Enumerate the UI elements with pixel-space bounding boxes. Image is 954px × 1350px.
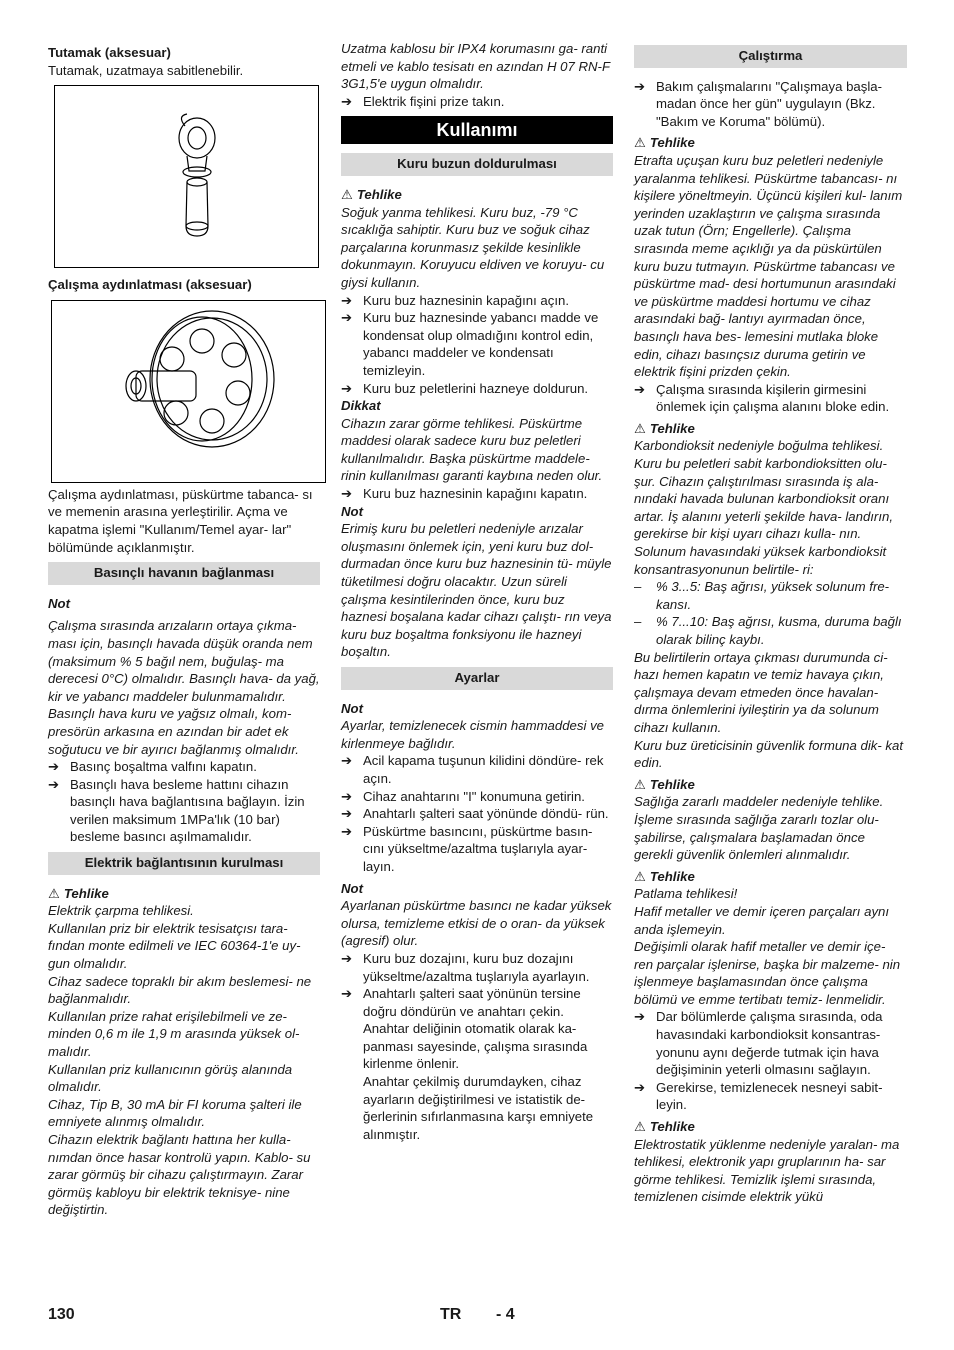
step-item: ➔ Dar bölümlerde çalışma sırasında, oda havasındaki karbondioksit konsantras- yonunu aynı değerde tutmak için hava değişiminin yeterli olmasını sağlayın. [634, 1009, 883, 1078]
step-item: ➔ Kuru buz haznesinde yabancı madde ve kondensat olup olmadığını kontrol edin, yabancı maddeler ve kondensatı temizleyin. [341, 310, 599, 378]
caution-label: Dikkat [341, 398, 381, 414]
danger-label: ⚠ Tehlike [634, 776, 695, 792]
handle-figure [54, 85, 319, 268]
fill-note-text: Erimiş kuru bu peletleri nedeniyle arızalar oluşmasını önlemek için, yeni kuru buz dol- durmadan önce kuru buz haznesinin tü- müyle tüketilmesi doğru olacaktır. Uzun süreli çalışma kesintilerinden önce, kuru buz haznesi boşalana kadar cihazı çalıştı- rın veya kuru buz boşaltma fonksiyonu ile hazneyi boşaltın. [341, 521, 612, 660]
arrow-icon: ➔ [341, 753, 353, 769]
arrow-icon: ➔ [341, 380, 353, 396]
step-item: ➔ Gerekirse, temizlenecek nesneyi sabit- leyin. [634, 1079, 883, 1113]
step-item: ➔ Elektrik fişini prize takın. [341, 93, 505, 109]
arrow-icon: ➔ [341, 823, 353, 839]
light-figure [51, 300, 326, 483]
arrow-icon: ➔ [341, 986, 353, 1002]
arrow-icon: ➔ [48, 776, 60, 792]
step-item: ➔ Anahtarlı şalteri saat yönünün tersine doğru döndürün ve anahtarı çekin. [341, 986, 581, 1019]
section-page-number: - 4 [496, 1306, 515, 1323]
warning-icon: ⚠ [634, 420, 646, 436]
settings-note2-text: Ayarlanan püskürtme basıncı ne kadar yüksek olursa, temizleme etkisi de o oran- da yüksek (agresif) olur. [341, 898, 612, 949]
elec-line: Kullanılan priz kullanıcının görüş alanında olmalıdır. [48, 1061, 293, 1095]
elec-line: Cihaz, Tip B, 30 mA bir FI koruma şalteri ile emniyete alınmış olmalıdır. [48, 1096, 302, 1130]
danger-label: ⚠ Tehlike [634, 135, 695, 151]
key-text-2: Anahtar çekilmiş durumdayken, cihaz ayarların değiştirilmesi ve istatistik de- ğerlerinin sıfırlanmasına karşı emniyete alınmıştır. [363, 1074, 594, 1142]
arrow-icon: ➔ [634, 1009, 646, 1025]
step-item: ➔ Kuru buz haznesinin kapağını kapatın. [341, 486, 588, 502]
danger-label: ⚠ Tehlike [634, 420, 695, 436]
step-item: ➔ Püskürtme basıncını, püskürtme basın- cını yükseltme/azaltma tuşlarıyla ayar- layın. [341, 823, 593, 874]
handle-illustration [55, 86, 318, 267]
arrow-icon: ➔ [341, 806, 353, 822]
step-item: ➔ Kuru buz haznesinin kapağını açın. [341, 292, 570, 308]
warning-icon: ⚠ [634, 868, 646, 884]
warning-icon: ⚠ [48, 885, 60, 901]
arrow-icon: ➔ [341, 788, 353, 804]
elec-line: Kullanılan priz bir elektrik tesisatçısı tara- fından monte edilmeli ve IEC 60364-1'e uy- gun olmalıdır. [48, 920, 301, 972]
danger-label: ⚠ Tehlike [634, 868, 695, 884]
symptom-item: – % 7...10: Baş ağrısı, kusma, duruma bağlı olarak bilinç kaybı. [634, 614, 902, 647]
step-item: ➔ Acil kapama tuşunun kilidini döndüre- rek açın. [341, 753, 604, 786]
column-2 [341, 40, 613, 1143]
air-note-1: Çalışma sırasında arızaların ortaya çıkma- ması için, basınçlı havada düşük oranda nem (maksimum % 5 bağıl nem, buğulaş- ma derecesi 0°C) olmalıdır. Basınçlı hava- da yağ, kir ve yabancı maddeler bulunmamalıdır. [48, 618, 320, 704]
light-text: Çalışma aydınlatması, püskürtme tabanca- sı ve memenin arasına yerleştirilir. Açma ve kapatma işlemi "Kullanım/Temel ayar- lar" bölümünde açıklanmıştır. [48, 486, 313, 555]
warning-icon: ⚠ [634, 1119, 646, 1135]
note-label: Not [341, 503, 363, 519]
page-number: 130 [48, 1306, 75, 1323]
note-label: Not [341, 700, 363, 716]
note-label: Not [341, 880, 363, 896]
step-item: ➔ Bakım çalışmalarını "Çalışmaya başla- madan önce her gün" uygulayın (Bkz. "Bakım ve Koruma" bölümü). [634, 78, 883, 129]
arrow-icon: ➔ [634, 78, 646, 94]
arrow-icon: ➔ [634, 381, 646, 397]
extension-note: Uzatma kablosu bir IPX4 korumasını ga- ranti etmeli ve kablo tesisatı en azından H 07 RN-F 3G1,5'e uygun olmalıdır. [341, 41, 610, 92]
elec-line: Cihaz sadece topraklı bir akım beslemesi- ne bağlanmalıdır. [48, 973, 312, 1007]
handle-title: Tutamak (aksesuar) [48, 45, 171, 60]
step-item: ➔ Cihaz anahtarını "I" konumuna getirin. [341, 788, 585, 804]
section-heading-settings: Ayarlar [341, 667, 613, 690]
warning-icon: ⚠ [634, 776, 646, 792]
fill-warning-text: Soğuk yanma tehlikesi. Kuru buz, -79 °C sıcaklığa sahiptir. Kuru buz ve soğuk cihaz parçalarına korunmasız şekilde kesinlikle dokunmayın. Koruyucu eldiven ve koruyu- cu giysi kullanın. [341, 204, 605, 290]
settings-note-text: Ayarlar, temizlenecek cismin hammaddesi ve kirlenmeye bağlıdır. [341, 718, 605, 751]
section-heading-compressed-air: Basınçlı havanın bağlanması [48, 562, 320, 585]
arrow-icon: ➔ [48, 759, 60, 775]
note-label: Not [48, 595, 70, 611]
warning-icon: ⚠ [341, 186, 353, 202]
column-3 [634, 40, 907, 1206]
chapter-heading-usage: Kullanımı [341, 116, 613, 144]
elec-line: Kullanılan prize rahat erişilebilmeli ve ze- minden 0,6 m ile 1,9 m arasında yüksek ol- malıdır. [48, 1008, 300, 1059]
step-item: ➔ Basınçlı hava besleme hattını cihazın basınçlı hava bağlantısına bağlayın. İzin verilen maksimum 1MPa'lık (10 bar) besleme basıncı aşılmamalıdır. [48, 776, 305, 845]
warning-icon: ⚠ [634, 135, 646, 151]
danger-label: ⚠ Tehlike [341, 186, 402, 202]
column-1 [48, 40, 320, 1219]
step-item: ➔ Kuru buz dozajını, kuru buz dozajını yükseltme/azaltma tuşlarıyla ayarlayın. [341, 950, 590, 984]
arrow-icon: ➔ [341, 93, 353, 109]
section-heading-fill: Kuru buzun doldurulması [341, 153, 613, 176]
step-item: ➔ Çalışma sırasında kişilerin girmesini önlemek için çalışma alanını bloke edin. [634, 381, 890, 415]
arrow-icon: ➔ [341, 292, 353, 308]
warning-1-text: Etrafta uçuşan kuru buz peletleri nedeniyle yaralanma tehlikesi. Püskürtme tabancası- nı kişilere yöneltmeyin. Üçüncü kişileri kul- lanım yerinden uzaklaştırın ve çalışma sırasında uzak tutun (Örn; Engellerle). Çalışma sırasında meme açıklığı ya da püskürtülen kuru buzu tutmayın. Püskürtme tabancası ve püskürtme mad- desi hortumunun arasındaki ve püskürtme maddesi hortumu ve cihaz arasındaki bağ- lantıyı ayırmadan önce, basınçlı hava bes- lemesini mutlaka bloke edin, cihazı basınçsız duruma getirin ve elektrik fişini prizden çekin. [634, 152, 903, 380]
warning-4-line: Hafif metaller ve demir içeren parçaları aynı anda işlemeyin. [634, 903, 890, 937]
arrow-icon: ➔ [634, 1079, 646, 1095]
step-item: ➔ Basınç boşaltma valfını kapatın. [48, 759, 257, 775]
symptom-item: – % 3...5: Baş ağrısı, yüksek solunum fre- kansı. [634, 579, 890, 612]
caution-text: Cihazın zarar görme tehlikesi. Püskürtme maddesi olarak sadece kuru buz peletleri kullanılmalıdır. Başka püskürtme maddele- rinin kullanılması garanti kaybına neden olur. [341, 415, 603, 484]
arrow-icon: ➔ [341, 310, 353, 326]
warning-4-line: Değişimli olarak hafif metaller ve demir içe- ren parçalar işlenirse, başka bir malzeme- nin işlenmeye başlamasından önce çalışma bölümü ve emme tertibatı temiz- lenmelidir. [634, 939, 901, 1007]
step-item: ➔ Kuru buz peletlerini hazneye doldurun. [341, 380, 589, 396]
warning-5-text: Elektrostatik yüklenme nedeniyle yaralan- ma tehlikesi, elektronik yapı gruplarının ha- sar görme tehlikesi. Temizlik işlemi sırasında, temizlenen cisimde elektrik yükü [634, 1136, 900, 1205]
language-code: TR [440, 1306, 462, 1323]
warning-3-text: Sağlığa zararlı maddeler nedeniyle tehlike. İşleme sırasında sağlığa zararlı tozlar olu- şabilirse, çalışmalara başlamadan önce gerekli güvenlik önlemleri alınmalıdır. [634, 794, 884, 863]
warning-4-line: Patlama tehlikesi! [634, 886, 738, 902]
arrow-icon: ➔ [341, 486, 353, 502]
air-note-2: Basınçlı hava kuru ve yağsız olmalı, kom- presörün arkasına en azından bir adet ek soğutucu ve bir ayırıcı bağlanmış olmalıdır. [48, 706, 299, 757]
key-text-1: Anahtar deliğinin otomatik olarak ka- panması sayesinde, çalışma sırasında kirlenme önlenir. [363, 1021, 588, 1072]
arrow-icon: ➔ [341, 950, 353, 966]
elec-line: Cihazın elektrik bağlantı hattına her kulla- nımdan önce hasar kontrolü yapın. Kablo- su zarar görmüş bir cihazu çalıştırmayın. Zarar görmüş kabloyu bir elektrik teknisye- nine değiştirtin. [48, 1131, 311, 1218]
warning-2-text-c: Kuru buz üreticisinin güvenlik formuna dik- kat edin. [634, 737, 904, 771]
light-title: Çalışma aydınlatması (aksesuar) [48, 277, 252, 293]
work-light-illustration [52, 301, 325, 482]
section-heading-operation: Çalıştırma [634, 45, 907, 68]
warning-2-text-b: Bu belirtilerin ortaya çıkması durumunda ci- hazı hemen kapatın ve temiz havaya çıkın, çalışmaya devam etmeden önce havalan- dırma önlemlerini iyileştirin ya da solunum cihazı kullanın. [634, 649, 888, 735]
danger-label: ⚠ Tehlike [634, 1119, 695, 1135]
danger-label: ⚠ Tehlike [48, 885, 109, 901]
handle-text: Tutamak, uzatmaya sabitlenebilir. [48, 62, 244, 78]
elec-line: Elektrik çarpma tehlikesi. [48, 903, 194, 919]
step-item: ➔ Anahtarlı şalteri saat yönünde döndü- rün. [341, 806, 609, 822]
section-heading-electrical: Elektrik bağlantısının kurulması [48, 852, 320, 875]
warning-2-text: Karbondioksit nedeniyle boğulma tehlikesi. Kuru bu peletleri sabit karbondioksitten olu- şur. Cihazın çalıştırılması sırasında iş ala- nındaki havada bulunan karbondioksit oranı artar. İş alanını yeterli şekilde hava- landırın, gerekirse bir kişi uyarı cihazı kulla- nın. Solunum havasındaki yüksek karbondioksit konsantrasyonunun belirtile- ri: [634, 438, 893, 577]
